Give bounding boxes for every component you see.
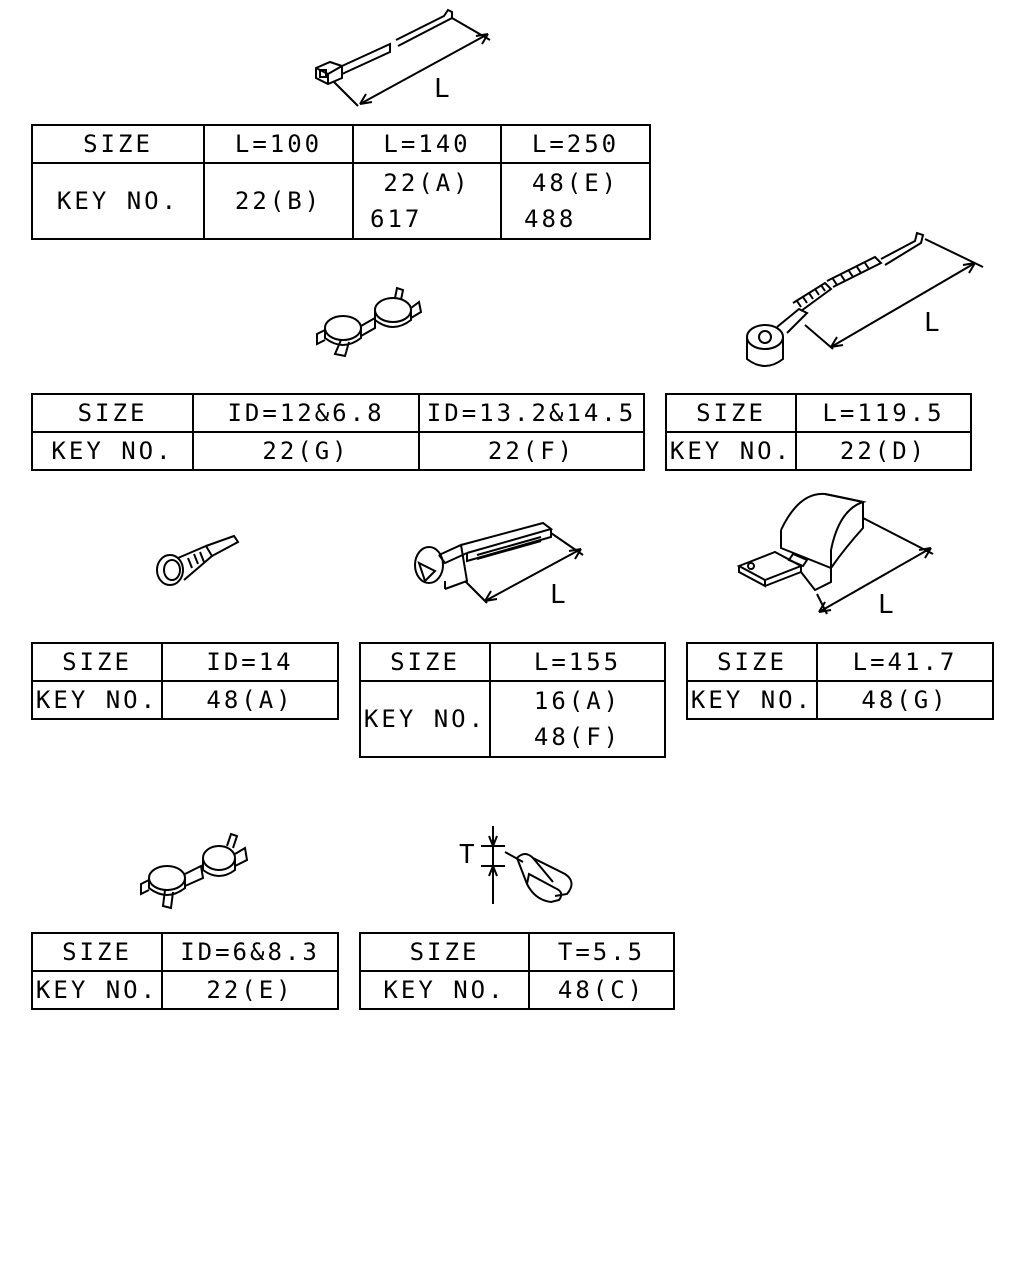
key-cell: 22(G) — [193, 432, 419, 470]
size-cell: ID=13.2&14.5 — [419, 394, 644, 432]
size-cell: ID=12&6.8 — [193, 394, 419, 432]
key-header: KEY NO. — [32, 432, 193, 470]
size-header: SIZE — [360, 643, 490, 681]
strap-tie-drawing — [735, 225, 995, 380]
key-cell — [353, 163, 501, 239]
key-cell: 22(D) — [796, 432, 971, 470]
size-cell: L=155 — [490, 643, 665, 681]
size-cell: L=41.7 — [817, 643, 993, 681]
size-cell: L=140 — [353, 125, 501, 163]
key-value: 48(F) — [533, 723, 622, 751]
key-cell — [501, 163, 650, 239]
cable-tie-long-drawing — [300, 0, 510, 115]
size-cell: L=119.5 — [796, 394, 971, 432]
size-header: SIZE — [32, 125, 204, 163]
key-value: 22(B) — [234, 187, 323, 215]
flat-tie-drawing — [405, 515, 600, 610]
bracket-clip-drawing — [735, 488, 945, 628]
flat-tie-length-label: L — [550, 580, 567, 610]
spec-table-spring-clip — [359, 932, 675, 1010]
bracket-clip-length-label: L — [878, 590, 895, 620]
key-cell: 48(C) — [529, 971, 674, 1009]
spring-clip-thickness-label: T — [459, 840, 476, 870]
size-cell: L=250 — [501, 125, 650, 163]
size-header: SIZE — [360, 933, 529, 971]
spec-table-flat-tie — [359, 642, 666, 758]
spec-table-ring-clip — [31, 642, 339, 720]
size-cell: T=5.5 — [529, 933, 674, 971]
key-header: KEY NO. — [360, 681, 490, 757]
size-header: SIZE — [32, 933, 162, 971]
size-cell: ID=14 — [162, 643, 338, 681]
key-cell — [204, 163, 353, 239]
key-value: 488 — [524, 205, 577, 233]
key-cell — [490, 681, 665, 757]
key-value: 48(E) — [531, 169, 620, 197]
spec-table-cable-tie — [31, 124, 651, 240]
size-cell: ID=6&8.3 — [162, 933, 338, 971]
key-header: KEY NO. — [32, 163, 204, 239]
key-value: 617 — [370, 205, 423, 233]
key-header: KEY NO. — [687, 681, 817, 719]
key-value: 16(A) — [533, 687, 622, 715]
strap-tie-length-label: L — [924, 308, 941, 338]
ring-clip-drawing — [148, 528, 248, 594]
cable-tie-long-length-label: L — [434, 74, 451, 104]
key-header: KEY NO. — [666, 432, 796, 470]
size-header: SIZE — [666, 394, 796, 432]
key-cell: 22(E) — [162, 971, 338, 1009]
key-header: KEY NO. — [32, 681, 162, 719]
double-clamp-small-drawing — [135, 828, 260, 913]
double-clamp-large-drawing — [305, 282, 430, 362]
size-header: SIZE — [32, 643, 162, 681]
size-header: SIZE — [687, 643, 817, 681]
spec-table-double-clamp-small — [31, 932, 339, 1010]
key-header: KEY NO. — [360, 971, 529, 1009]
size-cell: L=100 — [204, 125, 353, 163]
spec-table-bracket-clip — [686, 642, 994, 720]
key-cell: 22(F) — [419, 432, 644, 470]
size-header: SIZE — [32, 394, 193, 432]
key-header: KEY NO. — [32, 971, 162, 1009]
key-cell: 48(G) — [817, 681, 993, 719]
spec-table-strap-tie — [665, 393, 972, 471]
key-cell: 48(A) — [162, 681, 338, 719]
key-value: 22(A) — [383, 169, 471, 197]
spec-table-double-clamp-large — [31, 393, 645, 471]
